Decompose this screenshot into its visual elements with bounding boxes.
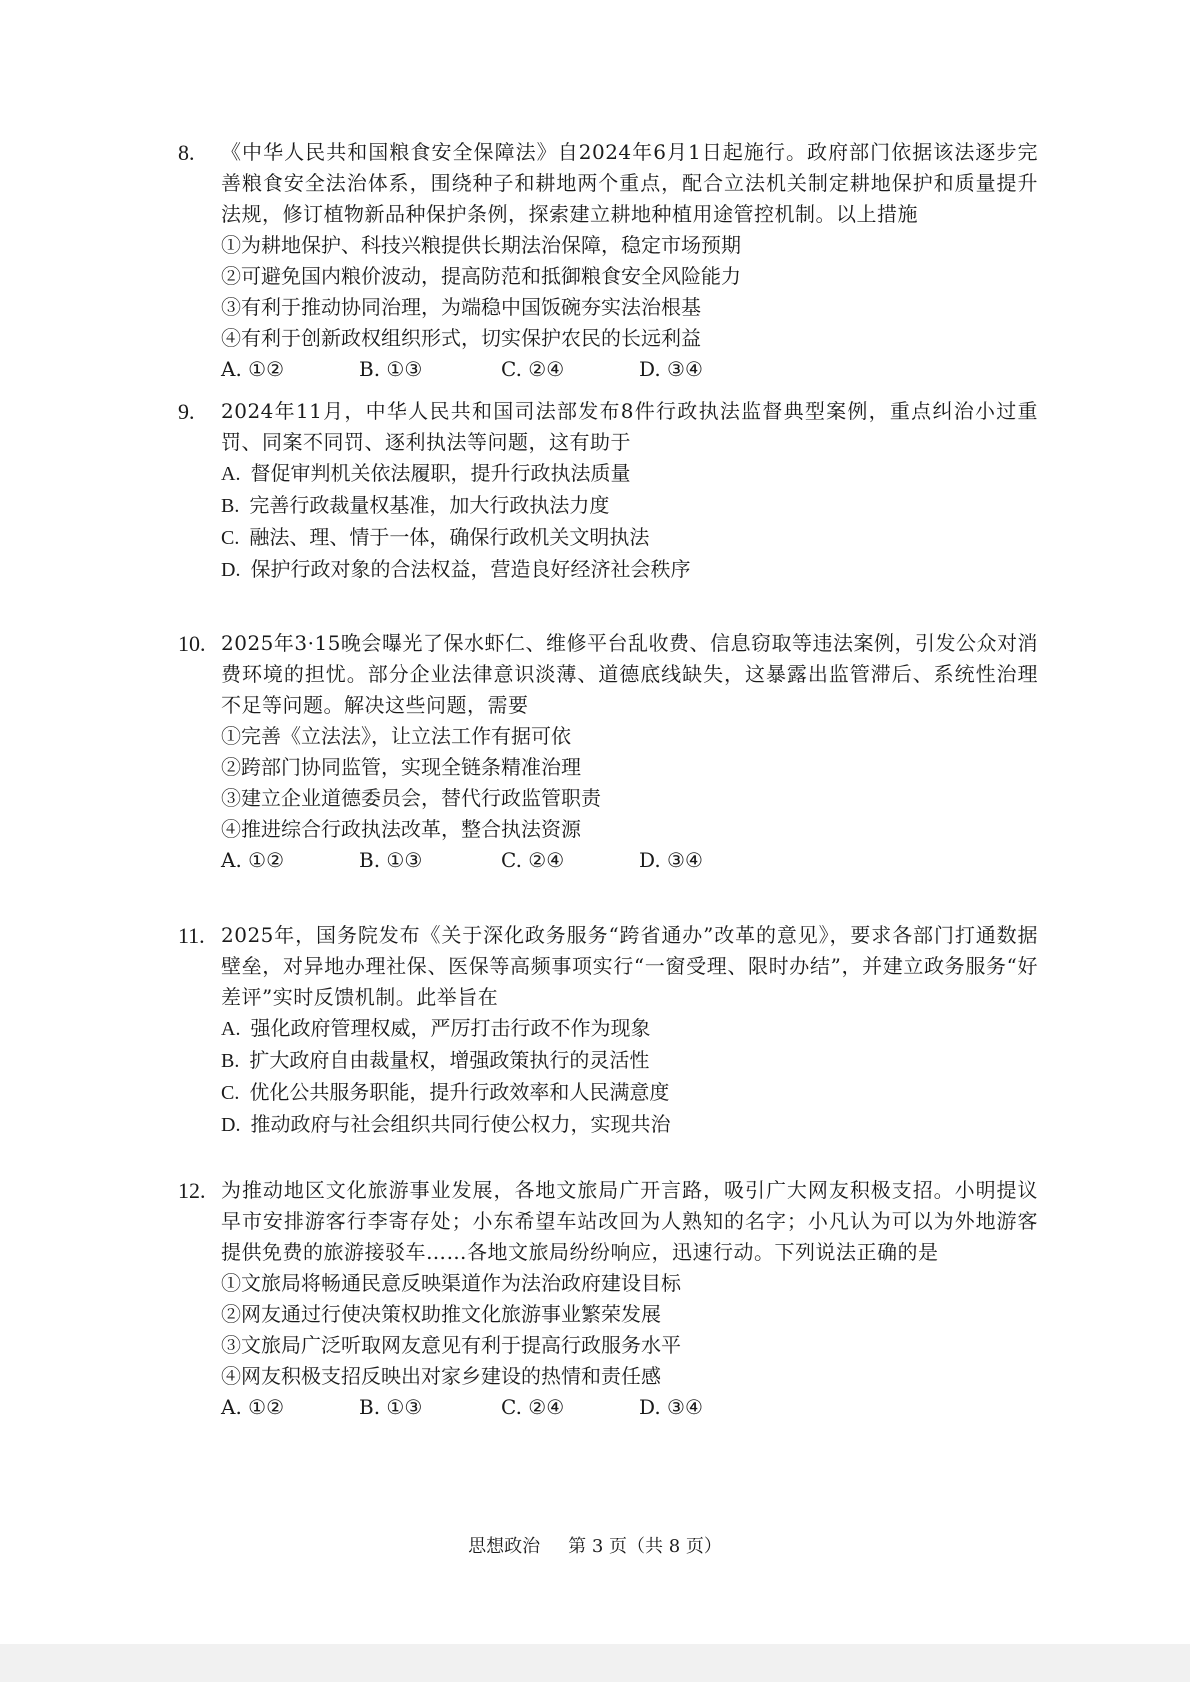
option-letter: B.: [221, 495, 240, 517]
statement-item: ③建立企业道德委员会，替代行政监管职责: [221, 786, 601, 810]
statement-item: ②跨部门协同监管，实现全链条精准治理: [221, 755, 581, 779]
page-footer: [0, 1535, 1190, 1559]
scan-bottom-band: [0, 1644, 1190, 1682]
statement-item: ①为耕地保护、科技兴粮提供长期法治保障，稳定市场预期: [221, 233, 741, 257]
option-text: 强化政府管理权威，严厉打击行政不作为现象: [250, 1016, 651, 1040]
choice-a: A. ①②: [221, 1395, 285, 1419]
statement-item: ④有利于创新政权组织形式，切实保护农民的长远利益: [221, 326, 701, 350]
option-a: [221, 1013, 1038, 1045]
option-b: [221, 490, 1038, 522]
choice-d: D. ③④: [639, 357, 703, 381]
option-letter: B.: [221, 1050, 240, 1072]
option-text: 完善行政裁量权基准，加大行政执法力度: [249, 493, 610, 517]
choice-c: C. ②④: [501, 848, 565, 872]
question-stem: 2025年，国务院发布《关于深化政务服务“跨省通办”改革的意见》，要求各部门打通数据壁垒，对异地办理社保、医保等高频事项实行“一窗受理、限时办结”，并建立政务服务“好差评”实时反馈机制。此举旨在: [221, 923, 1038, 1009]
question-stem: 《中华人民共和国粮食安全保障法》自2024年6月1日起施行。政府部门依据该法逐步完善粮食安全法治体系，围绕种子和耕地两个重点，配合立法机关制定耕地保护和质量提升法规，修订植物新品种保护条例，探索建立耕地种植用途管控机制。以上措施: [221, 140, 1038, 226]
option-b: [221, 1045, 1038, 1077]
option-text: 推动政府与社会组织共同行使公权力，实现共治: [250, 1112, 671, 1136]
answer-choices: [221, 1392, 1038, 1423]
option-c: [221, 1077, 1038, 1109]
choice-d: D. ③④: [639, 848, 703, 872]
question-stem: 2024年11月，中华人民共和国司法部发布8件行政执法监督典型案例，重点纠治小过重罚、同案不同罚、逐利执法等问题，这有助于: [221, 399, 1038, 454]
question-11: [178, 920, 1038, 1141]
choice-b: B. ①③: [359, 357, 423, 381]
question-number: 11.: [178, 923, 205, 948]
choice-b: B. ①③: [359, 1395, 423, 1419]
choice-c: C. ②④: [501, 357, 565, 381]
statement-item: ①完善《立法法》，让立法工作有据可依: [221, 724, 571, 748]
choice-b: B. ①③: [359, 848, 423, 872]
option-d: [221, 1109, 1038, 1141]
option-a: [221, 458, 1038, 490]
option-letter: D.: [221, 1114, 241, 1136]
answer-choices: [221, 354, 1038, 385]
option-text: 保护行政对象的合法权益，营造良好经济社会秩序: [250, 557, 691, 581]
answer-choices: [221, 845, 1038, 876]
question-number: 10.: [178, 631, 206, 656]
statement-item: ③文旅局广泛听取网友意见有利于提高行政服务水平: [221, 1333, 681, 1357]
question-9: [178, 396, 1038, 586]
option-letter: A.: [221, 463, 241, 485]
statement-item: ③有利于推动协同治理，为端稳中国饭碗夯实法治根基: [221, 295, 701, 319]
statement-item: ②可避免国内粮价波动，提高防范和抵御粮食安全风险能力: [221, 264, 741, 288]
question-10: [178, 628, 1038, 876]
choice-c: C. ②④: [501, 1395, 565, 1419]
footer-subject: 思想政治: [468, 1536, 541, 1557]
question-12: [178, 1175, 1038, 1423]
statement-item: ④网友积极支招反映出对家乡建设的热情和责任感: [221, 1364, 661, 1388]
question-stem: 为推动地区文化旅游事业发展，各地文旅局广开言路，吸引广大网友积极支招。小明提议早市安排游客行李寄存处；小东希望车站改回为人熟知的名字；小凡认为可以为外地游客提供免费的旅游接驳车……各地文旅局纷纷响应，迅速行动。下列说法正确的是: [221, 1178, 1038, 1264]
choice-a: A. ①②: [221, 357, 285, 381]
question-number: 9.: [178, 399, 195, 424]
option-text: 优化公共服务职能，提升行政效率和人民满意度: [249, 1080, 670, 1104]
footer-page-number: 第 3 页（共 8 页）: [568, 1536, 722, 1557]
option-letter: C.: [221, 1082, 240, 1104]
question-number: 8.: [178, 140, 195, 165]
question-stem: 2025年3·15晚会曝光了保水虾仁、维修平台乱收费、信息窃取等违法案例，引发公众对消费环境的担忧。部分企业法律意识淡薄、道德底线缺失，这暴露出监管滞后、系统性治理不足等问题。解决这些问题，需要: [221, 631, 1038, 717]
option-d: [221, 554, 1038, 586]
option-text: 扩大政府自由裁量权，增强政策执行的灵活性: [249, 1048, 650, 1072]
option-text: 督促审判机关依法履职，提升行政执法质量: [250, 461, 631, 485]
choice-a: A. ①②: [221, 848, 285, 872]
option-text: 融法、理、情于一体，确保行政机关文明执法: [249, 525, 650, 549]
option-letter: C.: [221, 527, 240, 549]
question-number: 12.: [178, 1178, 206, 1203]
option-c: [221, 522, 1038, 554]
option-letter: D.: [221, 559, 241, 581]
statement-item: ②网友通过行使决策权助推文化旅游事业繁荣发展: [221, 1302, 661, 1326]
question-8: [178, 137, 1038, 385]
statement-item: ①文旅局将畅通民意反映渠道作为法治政府建设目标: [221, 1271, 681, 1295]
statement-item: ④推进综合行政执法改革，整合执法资源: [221, 817, 581, 841]
choice-d: D. ③④: [639, 1395, 703, 1419]
option-letter: A.: [221, 1018, 241, 1040]
